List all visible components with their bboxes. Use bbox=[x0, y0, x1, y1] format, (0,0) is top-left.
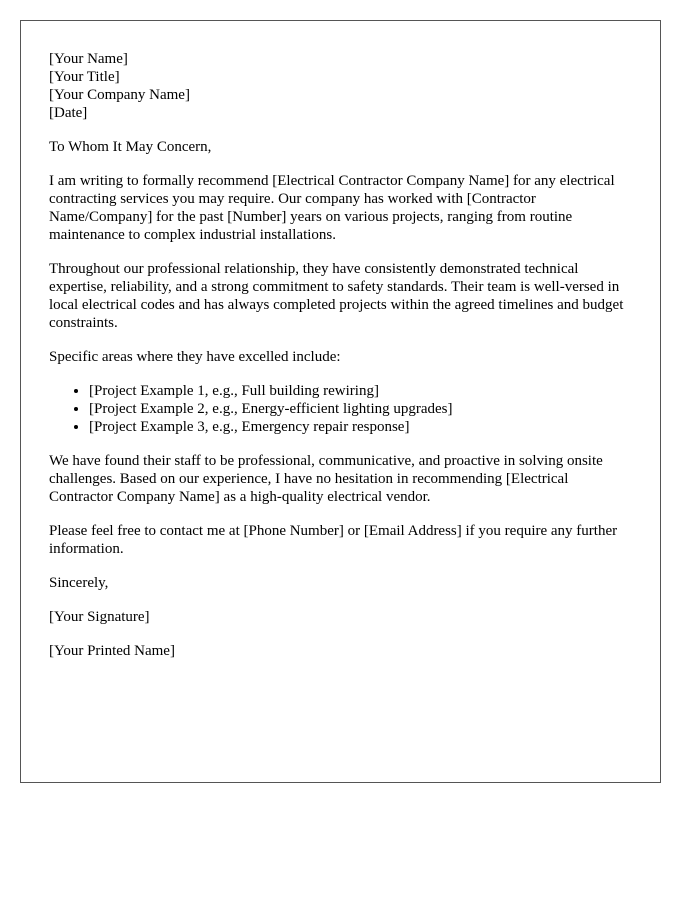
project-examples-list bbox=[49, 382, 632, 436]
signoff: Sincerely, bbox=[49, 575, 109, 591]
closing-paragraph-1: We have found their staff to be professional, communicative, and proactive in solving onsite challenges. Based on our experience, I have no hesitation in recommending [Electrical Contractor Company Name] as a high-quality electrical vendor. bbox=[49, 453, 603, 505]
signature: [Your Signature] bbox=[49, 609, 150, 625]
body-paragraph-2: Throughout our professional relationship, they have consistently demonstrated technical expertise, reliability, and a strong commitment to safety standards. Their team is well-versed in local electrical codes and has always completed projects within the agreed timelines and budget constraints. bbox=[49, 261, 624, 331]
letter-date: [Date] bbox=[49, 105, 88, 121]
list-item: • [Project Example 2, e.g., Energy-efficient lighting upgrades] bbox=[89, 400, 632, 418]
sender-block bbox=[49, 50, 632, 122]
closing-paragraph-2: Please feel free to contact me at [Phone Number] or [Email Address] if you require any further information. bbox=[49, 523, 618, 557]
sender-company: [Your Company Name] bbox=[49, 87, 190, 103]
salutation: To Whom It May Concern, bbox=[49, 139, 212, 155]
sender-name: [Your Name] bbox=[49, 51, 128, 67]
list-item: • [Project Example 3, e.g., Emergency repair response] bbox=[89, 418, 632, 436]
body-paragraph-3: Specific areas where they have excelled include: bbox=[49, 349, 341, 365]
printed-name: [Your Printed Name] bbox=[49, 643, 175, 659]
sender-title: [Your Title] bbox=[49, 69, 120, 85]
list-item: • [Project Example 1, e.g., Full building rewiring] bbox=[89, 382, 632, 400]
body-paragraph-1: I am writing to formally recommend [Electrical Contractor Company Name] for any electrical contracting services you may require. Our company has worked with [Contractor Name/Company] for the past [Number] years on various projects, ranging from routine maintenance to complex industrial installations. bbox=[49, 173, 615, 243]
recommendation-letter bbox=[20, 20, 661, 783]
